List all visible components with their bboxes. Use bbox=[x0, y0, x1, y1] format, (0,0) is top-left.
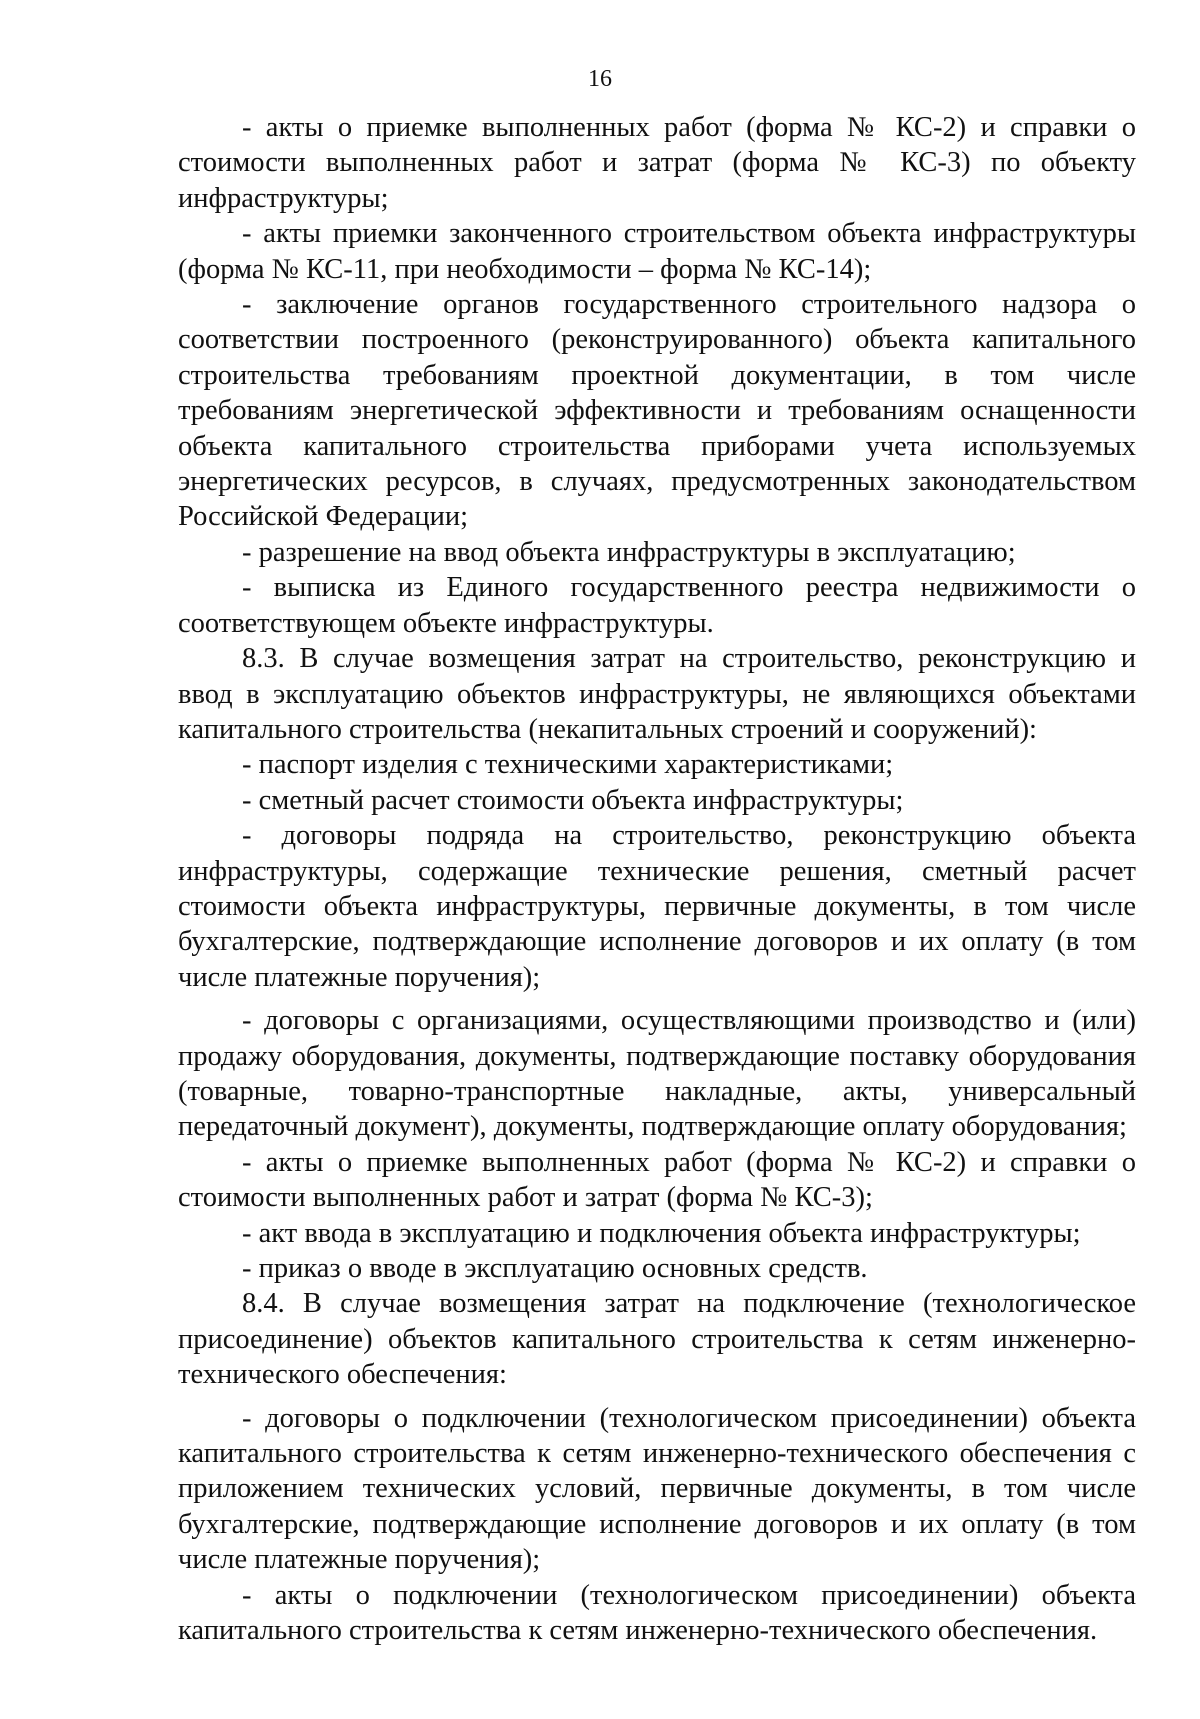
paragraph: - акты о подключении (технологическом присоединении) объекта капитального строительства к сетям инженерно-технического обеспечения. bbox=[178, 1579, 1136, 1647]
document-body bbox=[178, 110, 1136, 1648]
paragraph: - акты о приемке выполненных работ (форма № КС-2) и справки о стоимости выполненных работ и затрат (форма № КС-3) по объекту инфраструктуры; bbox=[178, 112, 1136, 214]
paragraph: - приказ о вводе в эксплуатацию основных средств. bbox=[242, 1253, 868, 1284]
paragraph: - договоры о подключении (технологическом присоединении) объекта капитального строительства к сетям инженерно-технического обеспечения с приложением технических условий, первичные документы, в том числе бухгалтерские, подтверждающие исполнение договоров и их оплату (в том числе платежные поручения); bbox=[178, 1402, 1136, 1576]
paragraph: - заключение органов государственного строительного надзора о соответствии построенного (реконструированного) объекта капитального строительства требованиям проектной документации, в том числе требованиям энергетической эффективности и требованиям оснащенности объекта капитального строительства приборами учета используемых энергетических ресурсов, в случаях, предусмотренных законодательством Российской Федерации; bbox=[178, 289, 1136, 533]
paragraph: - сметный расчет стоимости объекта инфраструктуры; bbox=[242, 784, 904, 816]
paragraph: - разрешение на ввод объекта инфраструктуры в эксплуатацию; bbox=[242, 536, 1016, 568]
paragraph: - паспорт изделия с техническими характеристиками; bbox=[242, 749, 894, 781]
section-8-4-paragraph: 8.4. В случае возмещения затрат на подключение (технологическое присоединение) объектов капитального строительства к сетям инженерно-технического обеспечения: bbox=[178, 1288, 1136, 1391]
paragraph: - акты приемки законченного строительством объекта инфраструктуры (форма № КС-11, при необходимости – форма № КС-14); bbox=[178, 218, 1136, 285]
paragraph: - договоры подряда на строительство, реконструкцию объекта инфраструктуры, содержащие технические решения, сметный расчет стоимости объекта инфраструктуры, первичные документы, в том числе бухгалтерские, подтверждающие исполнение договоров и их оплату (в том числе платежные поручения); bbox=[178, 820, 1136, 993]
paragraph: - акты о приемке выполненных работ (форма № КС-2) и справки о стоимости выполненных работ и затрат (форма № КС-3); bbox=[178, 1146, 1136, 1214]
paragraph: - договоры с организациями, осуществляющими производство и (или) продажу оборудования, документы, подтверждающие поставку оборудования (товарные, товарно-транспортные накладные, акты, универсальный передаточный документ), документы, подтверждающие оплату оборудования; bbox=[178, 1005, 1136, 1143]
paragraph: - акт ввода в эксплуатацию и подключения объекта инфраструктуры; bbox=[242, 1217, 1081, 1249]
section-8-3-paragraph: 8.3. В случае возмещения затрат на строительство, реконструкцию и ввод в эксплуатацию объектов инфраструктуры, не являющихся объектами капитального строительства (некапитальных строений и сооружений): bbox=[178, 643, 1136, 745]
page-number: 16 bbox=[588, 66, 612, 92]
paragraph: - выписка из Единого государственного реестра недвижимости о соответствующем объекте инфраструктуры. bbox=[178, 572, 1136, 639]
